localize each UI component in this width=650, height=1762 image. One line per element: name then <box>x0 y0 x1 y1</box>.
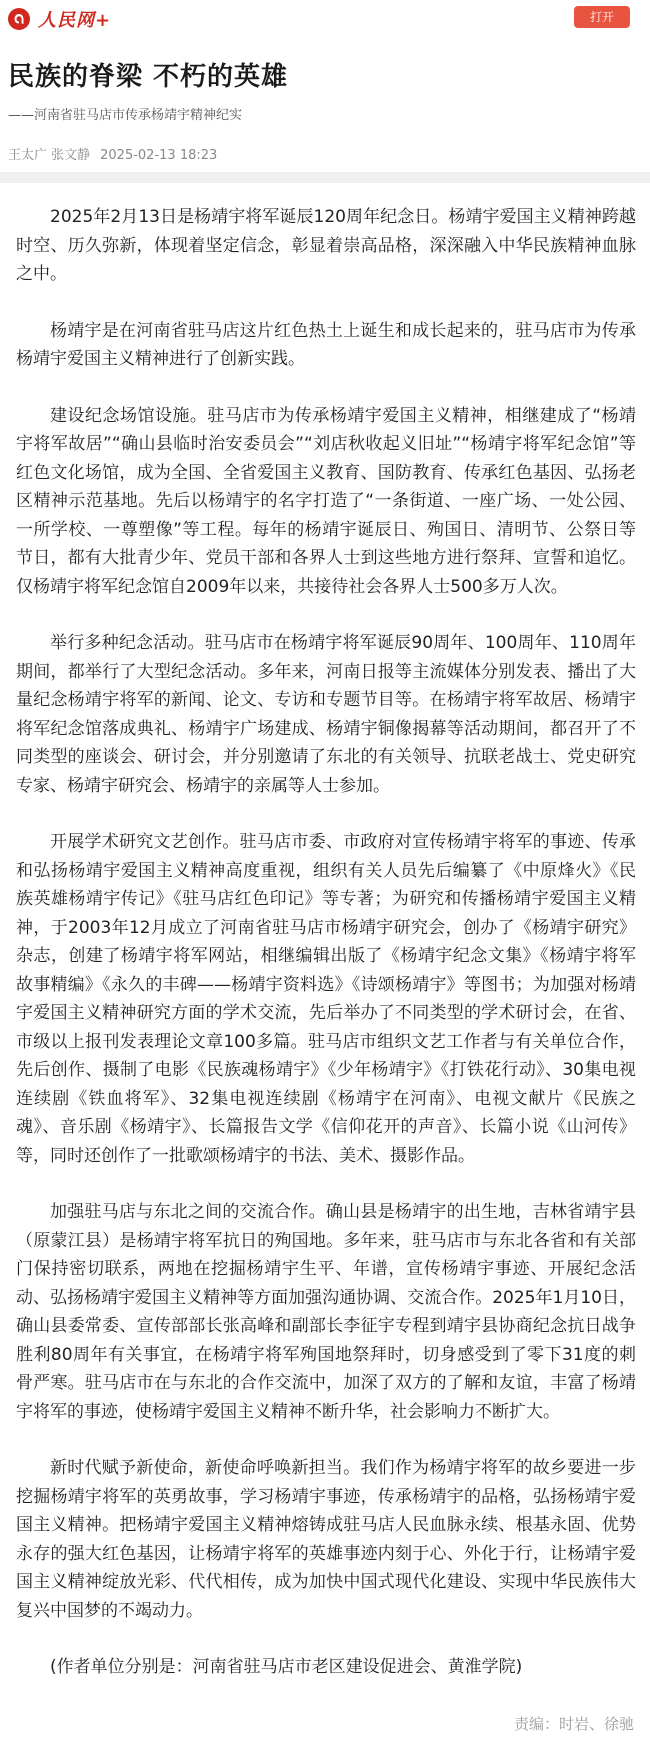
open-app-button[interactable]: 打开 <box>574 6 630 28</box>
article-body <box>16 203 636 1710</box>
article-meta <box>8 144 217 163</box>
paragraph: 加强驻马店与东北之间的交流合作。确山县是杨靖宇的出生地，吉林省靖宇县（原蒙江县）是杨靖宇将军抗日的殉国地。多年来，驻马店市与东北各省和有关部门保持密切联系，两地在挖掘杨靖宇生平、年谱，宣传杨靖宇事迹、开展纪念活动、弘扬杨靖宇爱国主义精神等方面加强沟通协调、交流合作。2025年1月10日，确山县委常委、宣传部部长张高峰和副部长李征宇专程到靖宇县协商纪念抗日战争胜利80周年有关事宜，在杨靖宇将军殉国地祭拜时，切身感受到了零下31度的刺骨严寒。驻马店市在与东北的合作交流中，加深了双方的了解和友谊，丰富了杨靖宇将军的事迹，使杨靖宇爱国主义精神不断升华，社会影响力不断扩大。 <box>16 1202 636 1422</box>
paragraph: 举行多种纪念活动。驻马店市在杨靖宇将军诞辰90周年、100周年、110周年期间，都举行了大型纪念活动。多年来，河南日报等主流媒体分别发表、播出了大量纪念杨靖宇将军的新闻、论文、专访和专题节目等。在杨靖宇将军故居、杨靖宇将军纪念馆落成典礼、杨靖宇广场建成、杨靖宇铜像揭幕等活动期间，都召开了不同类型的座谈会、研讨会，并分别邀请了东北的有关领导、抗联老战士、党史研究专家、杨靖宇研究会、杨靖宇的亲属等人士参加。 <box>16 633 636 796</box>
editor-credit: 责编：时岩、徐驰 <box>513 1715 634 1733</box>
paragraph: 2025年2月13日是杨靖宇将军诞辰120周年纪念日。杨靖宇爱国主义精神跨越时空、历久弥新，体现着坚定信念，彰显着崇高品格，深深融入中华民族精神血脉之中。 <box>16 207 636 284</box>
article-title: 民族的脊梁 不朽的英雄 <box>8 62 289 92</box>
people-daily-logo-icon <box>8 8 30 30</box>
paragraph: 杨靖宇是在河南省驻马店这片红色热土上诞生和成长起来的，驻马店市为传承杨靖宇爱国主义精神进行了创新实践。 <box>16 320 636 369</box>
article-subtitle: ——河南省驻马店市传承杨靖宇精神纪实 <box>8 108 243 123</box>
top-bar <box>0 0 650 36</box>
article-authors: 王太广 张文静 <box>8 148 91 163</box>
section-divider <box>0 172 650 183</box>
paragraph: 开展学术研究文艺创作。驻马店市委、市政府对宣传杨靖宇将军的事迹、传承和弘扬杨靖宇爱国主义精神高度重视，组织有关人员先后编纂了《中原烽火》《民族英雄杨靖宇传记》《驻马店红色印记》等专著；为研究和传播杨靖宇爱国主义精神，于2003年12月成立了河南省驻马店市杨靖宇研究会，创办了《杨靖宇研究》杂志，创建了杨靖宇将军网站，相继编辑出版了《杨靖宇纪念文集》《杨靖宇将军故事精编》《永久的丰碑——杨靖宇资料选》《诗颂杨靖宇》等图书；为加强对杨靖宇爱国主义精神研究方面的学术交流，先后举办了不同类型的学术研讨会，在省、市级以上报刊发表理论文章100多篇。驻马店市组织文艺工作者与有关单位合作，先后创作、摄制了电影《民族魂杨靖宇》《少年杨靖宇》《打铁花行动》、30集电视连续剧《铁血将军》、32集电视连续剧《杨靖宇在河南》、电视文献片《民族之魂》、音乐剧《杨靖宇》、长篇报告文学《信仰花开的声音》、长篇小说《山河传》等，同时还创作了一批歌颂杨靖宇的书法、美术、摄影作品。 <box>16 832 636 1166</box>
article-date: 2025-02-13 18:23 <box>100 148 218 163</box>
site-logo[interactable] <box>8 6 111 32</box>
author-affiliation: (作者单位分别是：河南省驻马店市老区建设促进会、黄淮学院) <box>50 1657 523 1677</box>
paragraph: 建设纪念场馆设施。驻马店市为传承杨靖宇爱国主义精神，相继建成了“杨靖宇将军故居”“确山县临时治安委员会”“刘店秋收起义旧址”“杨靖宇将军纪念馆”等红色文化场馆，成为全国、全省爱国主义教育、国防教育、传承红色基因、弘扬老区精神示范基地。先后以杨靖宇的名字打造了“一条街道、一座广场、一处公园、一所学校、一尊塑像”等工程。每年的杨靖宇诞辰日、殉国日、清明节、公祭日等节日，都有大批青少年、党员干部和各界人士到这些地方进行祭拜、宣誓和追忆。仅杨靖宇将军纪念馆自2009年以来，共接待社会各界人士500多万人次。 <box>16 405 636 597</box>
paragraph: 新时代赋予新使命，新使命呼唤新担当。我们作为杨靖宇将军的故乡要进一步挖掘杨靖宇将军的英勇故事，学习杨靖宇事迹，传承杨靖宇的品格，弘扬杨靖宇爱国主义精神。把杨靖宇爱国主义精神熔铸成驻马店人民血脉永续、根基永固、优势永存的强大红色基因，让杨靖宇将军的英雄事迹内刻于心、外化于行，让杨靖宇爱国主义精神绽放光彩、代代相传，成为加快中国式现代化建设、实现中华民族伟大复兴中国梦的不竭动力。 <box>16 1458 636 1621</box>
logo-text: 人民网+ <box>38 10 112 31</box>
